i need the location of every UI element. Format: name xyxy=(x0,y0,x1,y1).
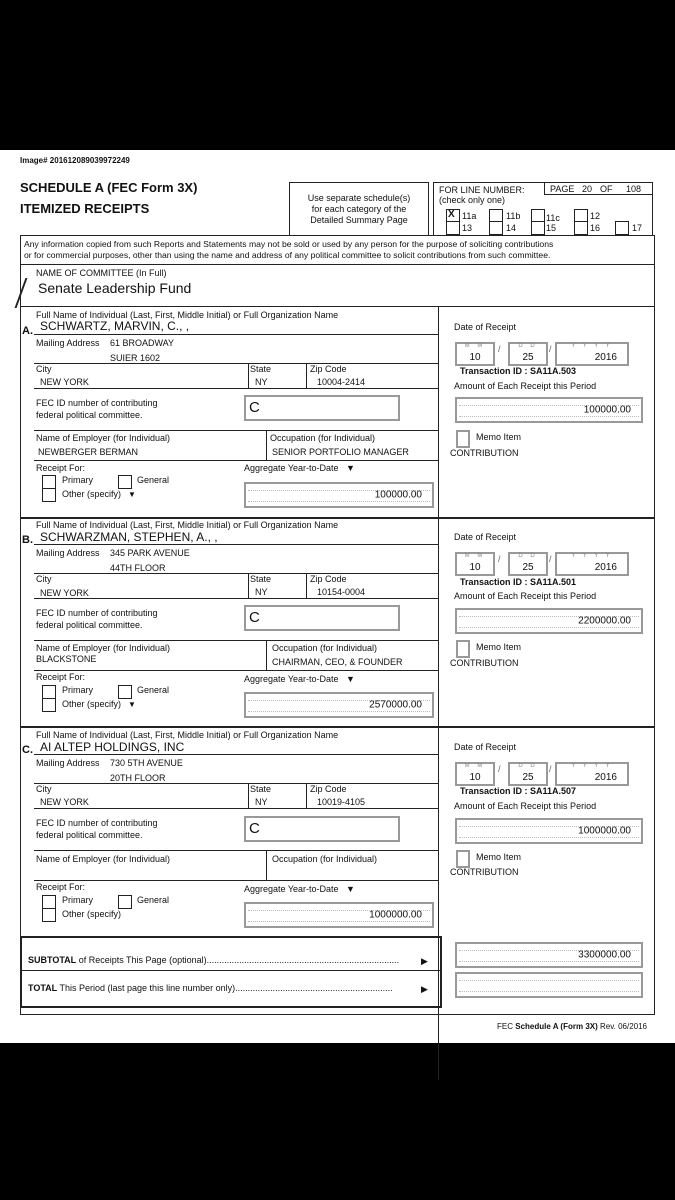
zip-label: Zip Code xyxy=(310,574,347,584)
aggregate-amount-field xyxy=(244,902,434,928)
zip-label: Zip Code xyxy=(310,784,347,794)
aggregate-label: Aggregate Year-to-Date xyxy=(244,463,339,473)
fec-id-label: FEC ID number of contributing federal political committee. xyxy=(36,398,158,420)
form-subtitle: ITEMIZED RECEIPTS xyxy=(20,201,150,216)
committee-label: NAME OF COMMITTEE (In Full) xyxy=(36,268,167,278)
mailing-address-line2: 20TH FLOOR xyxy=(110,773,166,783)
fec-id-label: FEC ID number of contributing federal political committee. xyxy=(36,608,158,630)
fec-id-input[interactable]: C xyxy=(244,816,400,842)
receipt-year: Y Y Y Y 2016 xyxy=(555,552,629,576)
city-label: City xyxy=(36,784,52,794)
aggregate-amount-field xyxy=(244,482,434,508)
fec-id-label: FEC ID number of contributing federal political committee. xyxy=(36,818,158,840)
state-value: NY xyxy=(255,377,268,387)
fec-id-input[interactable]: C xyxy=(244,605,400,631)
occupation-label: Occupation (for Individual) xyxy=(270,433,376,443)
primary-label: Primary xyxy=(62,475,93,485)
employer-label: Name of Employer (for Individual) xyxy=(36,433,171,443)
general-checkbox[interactable] xyxy=(118,895,132,909)
city-value: NEW YORK xyxy=(40,588,89,598)
receipt-month: M M 10 xyxy=(455,552,495,576)
line-15-label: 15 xyxy=(546,223,557,233)
primary-checkbox[interactable] xyxy=(42,685,56,699)
zip-value: 10019-4105 xyxy=(317,797,366,807)
other-arrow-icon: ▼ xyxy=(128,700,136,709)
mailing-address-line1: 345 PARK AVENUE xyxy=(110,548,190,558)
mailing-address-label: Mailing Address xyxy=(36,758,100,768)
receipt-for-label: Receipt For: xyxy=(36,672,86,682)
receipt-amount: 2200000.00 xyxy=(578,615,631,627)
line-14-label: 14 xyxy=(506,223,517,233)
mailing-address-line2: 44TH FLOOR xyxy=(110,563,166,573)
state-label: State xyxy=(250,784,272,794)
aggregate-arrow-icon: ▼ xyxy=(346,884,355,894)
mailing-address-label: Mailing Address xyxy=(36,338,100,348)
contributor-name: SCHWARTZ, MARVIN, C., , xyxy=(40,319,190,333)
line-17-label: 17 xyxy=(632,223,643,233)
disclaimer-line1: Any information copied from such Reports and Statements may not be sold or used by any person for the purpose of soliciting contributions xyxy=(24,239,554,249)
other-label: Other (specify) xyxy=(62,909,122,919)
receipt-day: D D 25 xyxy=(508,342,548,366)
totals-box xyxy=(20,936,442,1008)
checkbox-13[interactable] xyxy=(446,221,460,235)
employer-label: Name of Employer (for Individual) xyxy=(36,643,171,653)
city-value: NEW YORK xyxy=(40,797,89,807)
receipt-amount: 1000000.00 xyxy=(578,825,631,837)
contributor-name: AI ALTEP HOLDINGS, INC xyxy=(40,740,185,754)
employer-label: Name of Employer (for Individual) xyxy=(36,854,171,864)
amount-label: Amount of Each Receipt this Period xyxy=(454,381,597,391)
memo-item-checkbox[interactable] xyxy=(456,850,470,868)
subtotal-pointer-icon: ▶ xyxy=(421,956,428,966)
receipt-year: Y Y Y Y 2016 xyxy=(555,342,629,366)
receipt-amount: 100000.00 xyxy=(583,404,631,416)
full-name-label: Full Name of Individual (Last, First, Middle Initial) or Full Organization Name xyxy=(36,730,339,740)
receipt-month: M M 10 xyxy=(455,342,495,366)
state-value: NY xyxy=(255,587,268,597)
general-checkbox[interactable] xyxy=(118,685,132,699)
memo-item-checkbox[interactable] xyxy=(456,640,470,658)
receipt-day: D D 25 xyxy=(508,552,548,576)
line-12-label: 12 xyxy=(590,211,601,221)
employer-value: NEWBERGER BERMAN xyxy=(38,447,139,457)
image-id: Image# 201612089039972249 xyxy=(20,156,130,165)
checkbox-17[interactable] xyxy=(615,221,629,235)
zip-value: 10154-0004 xyxy=(317,587,366,597)
date-of-receipt-label: Date of Receipt xyxy=(454,322,517,332)
page-number: 20 xyxy=(582,184,593,194)
memo-item-label: Memo Item xyxy=(476,852,522,862)
state-value: NY xyxy=(255,797,268,807)
aggregate-arrow-icon: ▼ xyxy=(346,463,355,473)
transaction-id: Transaction ID : SA11A.507 xyxy=(460,786,577,796)
receipt-type: CONTRIBUTION xyxy=(450,658,519,668)
receipt-for-label: Receipt For: xyxy=(36,463,86,473)
checkbox-14[interactable] xyxy=(489,221,503,235)
general-label: General xyxy=(137,895,170,905)
primary-label: Primary xyxy=(62,685,93,695)
memo-item-label: Memo Item xyxy=(476,642,522,652)
date-of-receipt-label: Date of Receipt xyxy=(454,532,517,542)
aggregate-amount-field xyxy=(244,692,434,718)
form-footer: FEC Schedule A (Form 3X) Rev. 06/2016 xyxy=(497,1022,647,1031)
primary-checkbox[interactable] xyxy=(42,895,56,909)
general-label: General xyxy=(137,685,170,695)
schedule-note-line3: Detailed Summary Page xyxy=(310,215,408,225)
receipt-month: M M 10 xyxy=(455,762,495,786)
subtotal-value: 3300000.00 xyxy=(578,949,631,961)
aggregate-value: 100000.00 xyxy=(374,489,422,501)
mailing-address-line2: SUIER 1602 xyxy=(110,353,161,363)
mailing-address-line1: 730 5TH AVENUE xyxy=(110,758,183,768)
general-label: General xyxy=(137,475,170,485)
state-label: State xyxy=(250,364,272,374)
line-11a-label: 11a xyxy=(462,211,477,221)
receipt-amount-field xyxy=(455,818,643,844)
line-11c-label: 11c xyxy=(546,213,560,223)
memo-item-label: Memo Item xyxy=(476,432,522,442)
aggregate-arrow-icon: ▼ xyxy=(346,674,355,684)
line-13-label: 13 xyxy=(462,223,473,233)
primary-label: Primary xyxy=(62,895,93,905)
full-name-label: Full Name of Individual (Last, First, Middle Initial) or Full Organization Name xyxy=(36,520,339,530)
state-label: State xyxy=(250,574,272,584)
page-label: PAGE xyxy=(550,184,575,194)
zip-label: Zip Code xyxy=(310,364,347,374)
total-label: TOTAL This Period (last page this line number only)............................................................... xyxy=(28,983,393,993)
receipt-type: CONTRIBUTION xyxy=(450,867,519,877)
aggregate-value: 2570000.00 xyxy=(369,699,422,711)
checkbox-16[interactable] xyxy=(574,221,588,235)
full-name-label: Full Name of Individual (Last, First, Middle Initial) or Full Organization Name xyxy=(36,310,339,320)
total-amount-field xyxy=(455,972,643,998)
form-page: Image# 201612089039972249 SCHEDULE A (FEC Form 3X) ITEMIZED RECEIPTS Use separate schedule(s) for each category of the Detailed Summary Page FOR LINE NUMBER: (check only one) PAGE 20 OF 108 X 11a 11b 11c 12 13 14 15 16 17 Any information copied from such Reports and Statements may not be sold or used by any person for the purpose of soliciting contributions or for commercial purposes, other than using the name and address of any political committee to solicit contributions from such committee. NAME OF COMMITTEE (In Full) Senate Leadership Fund Full Name of Individual (Last, First, Middle Initial) or Full Organization Name A. SCHWARTZ, MARVIN, C., , Mailing Address 61 BROADWAY SUIER 1602 City State Zip Code NEW YORK NY 10004-2414 FEC ID number of contributing federal political committee. C Name of Employer (for Individual) Occupation (for Individual) NEWBERGER BERMAN SENIOR PORTFOLIO MANAGER Receipt For: Primary General Other (specify) ▼ Aggregate Year-to-Date ▼ 100000.00 Date of Receipt M M 10 / D D 25 / Y Y Y Y 2016 Transaction ID : SA11A.503 Amount of Each Receipt this Period 100000.00 Memo Item CONTRIBUTION Full Name of Individual (Last, First, Middle Initial) or Full Organization Name B. SCHWARZMAN, STEPHEN, A., , Mailing Address 345 PARK AVENUE 44TH FLOOR City State Zip Code NEW YORK NY 10154-0004 FEC ID number of contributing federal political committee. C Name of Employer (for Individual) Occupation (for Individual) BLACKSTONE CHAIRMAN, CEO, & FOUNDER Receipt For: Primary General Other (specify) ▼ Aggregate Year-to-Date ▼ 2570000.00 Date of Receipt M M 10 / D D 25 / Y Y Y Y 2016 Transaction ID : SA11A.501 Amount of Each Receipt this Period 2200000.00 Memo Item CONTRIBUTION Full Name of Individual (Last, First, Middle Initial) or Full Organization Name C. AI ALTEP HOLDINGS, INC Mailing Address 730 5TH AVENUE 20TH FLOOR City State Zip Code NEW YORK NY 10019-4105 FEC ID number of contributing federal political committee. C Name of Employer (for Individual) Occupation (for Individual) Receipt For: Primary General Other (specify) Aggregate Year-to-Date ▼ 1000000.00 Date of Receipt M M 10 / D D 25 / Y Y Y Y 2016 Transaction ID : SA11A.507 Amount of Each Receipt this Period 1000000.00 Memo Item CONTRIBUTION SUBTOTAL of Receipts This Page (optional)............................................................................. ▶ TOTAL This Period (last page this line number only)............................................................... ▶ 3300000.00 FEC Schedule A (Form 3X) Rev. 06/2016 xyxy=(0,150,675,1043)
entry-letter: A. xyxy=(22,325,33,337)
disclaimer-line2: or for commercial purposes, other than using the name and address of any political committee to solicit contributions from such committee. xyxy=(24,250,551,260)
receipt-for-label: Receipt For: xyxy=(36,882,86,892)
employer-value: BLACKSTONE xyxy=(36,654,97,664)
for-line-number-label: FOR LINE NUMBER: xyxy=(439,185,525,195)
receipt-type: CONTRIBUTION xyxy=(450,448,519,458)
schedule-note-line1: Use separate schedule(s) xyxy=(307,193,411,203)
line-number-box xyxy=(433,182,653,236)
line-16-label: 16 xyxy=(590,223,601,233)
amount-label: Amount of Each Receipt this Period xyxy=(454,591,597,601)
page-total: 108 xyxy=(626,184,642,194)
receipt-amount-field xyxy=(455,608,643,634)
aggregate-value: 1000000.00 xyxy=(369,909,422,921)
occupation-label: Occupation (for Individual) xyxy=(272,643,378,653)
city-label: City xyxy=(36,574,52,584)
check-only-one-label: (check only one) xyxy=(439,195,506,205)
committee-name: Senate Leadership Fund xyxy=(38,280,192,296)
date-of-receipt-label: Date of Receipt xyxy=(454,742,517,752)
other-label: Other (specify) xyxy=(62,489,122,499)
receipt-day: D D 25 xyxy=(508,762,548,786)
disclaimer xyxy=(24,239,652,261)
aggregate-label: Aggregate Year-to-Date xyxy=(244,674,339,684)
memo-item-checkbox[interactable] xyxy=(456,430,470,448)
subtotal-label: SUBTOTAL of Receipts This Page (optional)............................................................................. xyxy=(28,955,400,965)
schedule-note-line2: for each category of the xyxy=(311,204,407,214)
general-checkbox[interactable] xyxy=(118,475,132,489)
receipt-amount-field xyxy=(455,397,643,423)
contributor-name: SCHWARZMAN, STEPHEN, A., , xyxy=(40,530,218,544)
other-checkbox[interactable] xyxy=(42,698,56,712)
primary-checkbox[interactable] xyxy=(42,475,56,489)
city-value: NEW YORK xyxy=(40,377,89,387)
receipt-year: Y Y Y Y 2016 xyxy=(555,762,629,786)
amount-label: Amount of Each Receipt this Period xyxy=(454,801,597,811)
line-11b-label: 11b xyxy=(506,211,521,221)
zip-value: 10004-2414 xyxy=(317,377,366,387)
page-of: OF xyxy=(600,184,613,194)
occupation-label: Occupation (for Individual) xyxy=(272,854,378,864)
form-title: SCHEDULE A (FEC Form 3X) xyxy=(20,180,198,195)
subtotal-amount-field xyxy=(455,942,643,968)
occupation-value: CHAIRMAN, CEO, & FOUNDER xyxy=(272,657,403,667)
other-label: Other (specify) xyxy=(62,699,122,709)
fec-id-input[interactable]: C xyxy=(244,395,400,421)
aggregate-label: Aggregate Year-to-Date xyxy=(244,884,339,894)
mailing-address-label: Mailing Address xyxy=(36,548,100,558)
transaction-id: Transaction ID : SA11A.501 xyxy=(460,577,577,587)
entry-letter: B. xyxy=(22,534,33,546)
total-pointer-icon: ▶ xyxy=(421,984,428,994)
other-checkbox[interactable] xyxy=(42,908,56,922)
transaction-id: Transaction ID : SA11A.503 xyxy=(460,366,577,376)
other-arrow-icon: ▼ xyxy=(128,490,136,499)
occupation-value: SENIOR PORTFOLIO MANAGER xyxy=(272,447,409,457)
mailing-address-line1: 61 BROADWAY xyxy=(110,338,175,348)
city-label: City xyxy=(36,364,52,374)
checkbox-11a-mark: X xyxy=(448,209,455,220)
entry-letter: C. xyxy=(22,744,33,756)
other-checkbox[interactable] xyxy=(42,488,56,502)
separate-schedule-box xyxy=(289,182,429,236)
checkbox-15[interactable] xyxy=(531,221,545,235)
